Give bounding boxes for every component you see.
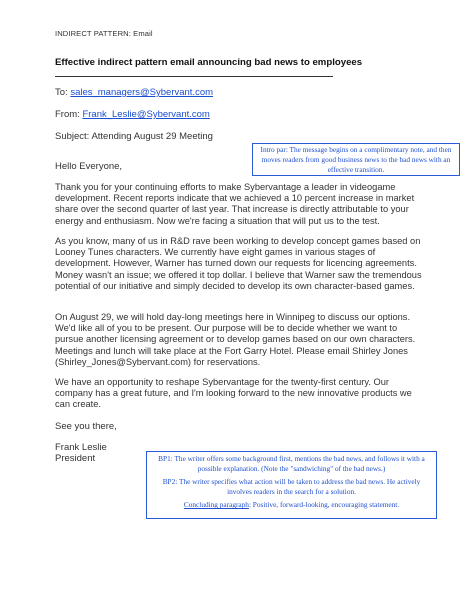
bp2-annotation-text: BP2: The writer specifies what action will be taken to address the bad news. He actively involves readers in the search for a solution. xyxy=(162,477,421,497)
from-line xyxy=(55,109,210,120)
document-title: Effective indirect pattern email announcing bad news to employees xyxy=(55,57,363,68)
pattern-label: INDIRECT PATTERN: Email xyxy=(55,29,153,38)
sender-title: President xyxy=(55,453,96,464)
conclusion-annotation-text: : Positive, forward-looking, encouraging statement. xyxy=(248,500,400,510)
paragraph-bp1: As you know, many of us in R&D rave been working to develop concept games based on Looney Tunes characters. We currently have eight games in various stages of development. However, Warner has turned down our requests for licencing agreements. Money wasn't an issue; we offered it top dollar. I believe that Warner saw the tremendous potential of our initiative and simply decided to develop its own character-based games. xyxy=(55,236,422,291)
to-label: To: xyxy=(55,87,71,98)
title-divider xyxy=(55,76,333,77)
from-label: From: xyxy=(55,109,83,120)
greeting: Hello Everyone, xyxy=(55,161,123,172)
subject-line: Subject: Attending August 29 Meeting xyxy=(55,131,213,142)
bp1-annotation-text: BP1: The writer offers some background first, mentions the bad news, and follows it with a possible explanation. (Note the "sandwiching" of the bad news.) xyxy=(158,454,425,474)
body-annotations-box xyxy=(146,451,437,519)
paragraph-bp2: On August 29, we will hold day-long meetings here in Winnipeg to discuss our options. We'd like all of you to be present. Our purpose will be to decide whether we want to pursue another licensing agreement or to develop games based on our own characters. Meetings and lunch will take place at the Fort Garry Hotel. Please email Shirley Jones (Shirley_Jones@Sybervant.com) for reservations. xyxy=(55,312,416,367)
paragraph-intro: Thank you for your continuing efforts to make Sybervantage a leader in videogame development. Recent reports indicate that we achieved a 10 percent increase in market share over the second quarter of last year. That increase is directly attributable to your energy and enthusiasm. Now we're facing a situation that will put us to the test. xyxy=(55,182,415,226)
to-line xyxy=(55,87,213,98)
from-address-link[interactable]: Frank_Leslie@Sybervant.com xyxy=(82,109,210,120)
sender-name: Frank Leslie xyxy=(55,442,107,453)
intro-annotation-box xyxy=(252,143,460,176)
to-address-link[interactable]: sales_managers@Sybervant.com xyxy=(70,87,214,98)
paragraph-conclusion: We have an opportunity to reshape Sybervantage for the twenty-first century. Our company has a great future, and I'm looking forward to the new innovative products we can create. xyxy=(55,377,412,410)
closing: See you there, xyxy=(55,421,117,432)
intro-annotation-text: Intro par: The message begins on a complimentary note, and then moves readers from good business news to the bad news with an effective transition. xyxy=(260,145,452,175)
conclusion-annotation xyxy=(151,500,432,510)
conclusion-annotation-label: Concluding paragraph xyxy=(183,500,249,510)
